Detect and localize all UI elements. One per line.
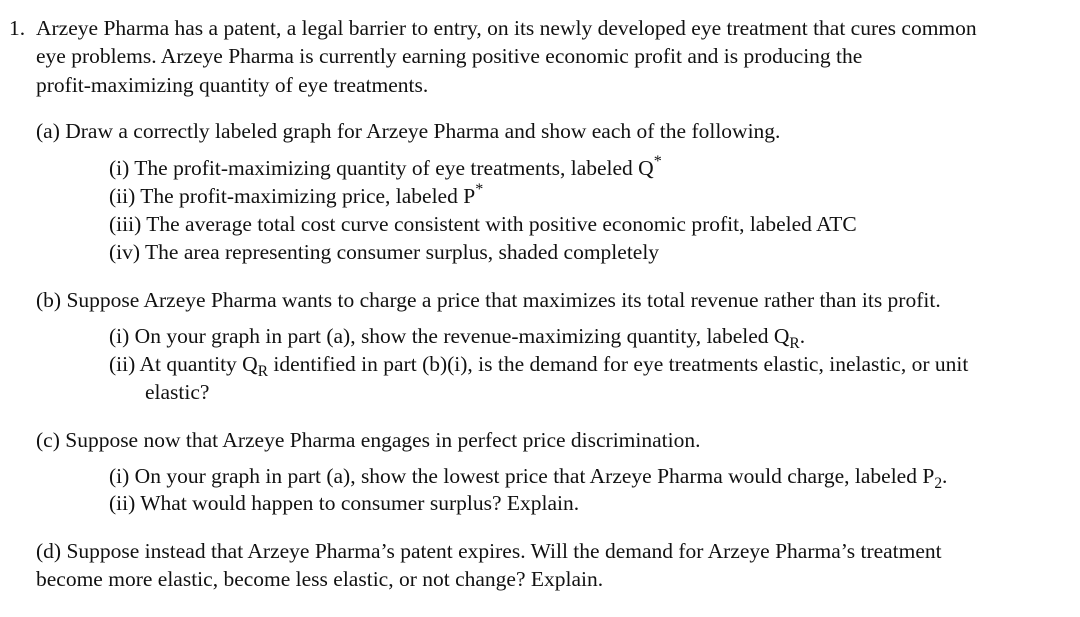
part-a-item-ii-sup: * <box>475 181 484 199</box>
part-c-item-i-text: (i) On your graph in part (a), show the lowest price that Arzeye Pharma would charge, labeled P <box>109 464 935 488</box>
part-d-line-2: become more elastic, become less elastic, or not change? Explain. <box>36 567 604 591</box>
part-b-item-ii-pre: (ii) At quantity Q <box>109 352 258 376</box>
part-a-item-i-text: (i) The profit-maximizing quantity of eye treatments, labeled Q <box>109 156 654 180</box>
intro-line-2: eye problems. Arzeye Pharma is currently earning positive economic profit and is producing the <box>36 44 863 68</box>
part-c-prompt: (c) Suppose now that Arzeye Pharma engages in perfect price discrimination. <box>36 428 701 452</box>
part-c-item-i-end: . <box>942 464 948 488</box>
part-b-item-i <box>109 324 806 352</box>
part-a-item-ii-text: (ii) The profit-maximizing price, labeled P <box>109 184 476 208</box>
part-b-item-i-text: (i) On your graph in part (a), show the revenue-maximizing quantity, labeled Q <box>109 324 790 348</box>
part-b-item-ii-sub: R <box>257 362 269 380</box>
part-a-item-i-sup: * <box>653 153 662 171</box>
intro-line-1: Arzeye Pharma has a patent, a legal barrier to entry, on its newly developed eye treatment that cures common <box>36 16 977 40</box>
question-number: 1. <box>9 16 26 40</box>
part-b-item-ii-continuation: elastic? <box>145 380 210 404</box>
part-a-item-iv: (iv) The area representing consumer surplus, shaded completely <box>109 240 660 264</box>
intro-line-3: profit-maximizing quantity of eye treatments. <box>36 73 429 97</box>
part-a-prompt: (a) Draw a correctly labeled graph for Arzeye Pharma and show each of the following. <box>36 119 781 143</box>
part-b-prompt: (b) Suppose Arzeye Pharma wants to charge a price that maximizes its total revenue rather than its profit. <box>36 288 941 312</box>
part-c-item-i <box>109 464 948 493</box>
part-b-item-ii <box>109 352 969 380</box>
part-a-item-iii: (iii) The average total cost curve consistent with positive economic profit, labeled ATC <box>109 212 857 236</box>
part-a-item-ii <box>109 181 484 208</box>
part-c-item-i-sub: 2 <box>934 475 943 493</box>
part-b-item-ii-post: identified in part (b)(i), is the demand for eye treatments elastic, inelastic, or unit <box>268 352 969 376</box>
part-a-item-i <box>109 153 662 180</box>
part-b-item-i-sub: R <box>789 334 800 352</box>
part-b-item-i-end: . <box>799 324 806 348</box>
part-d-line-1: (d) Suppose instead that Arzeye Pharma’s patent expires. Will the demand for Arzeye Pharma’s treatment <box>36 539 942 563</box>
part-c-item-ii: (ii) What would happen to consumer surplus? Explain. <box>109 491 580 515</box>
